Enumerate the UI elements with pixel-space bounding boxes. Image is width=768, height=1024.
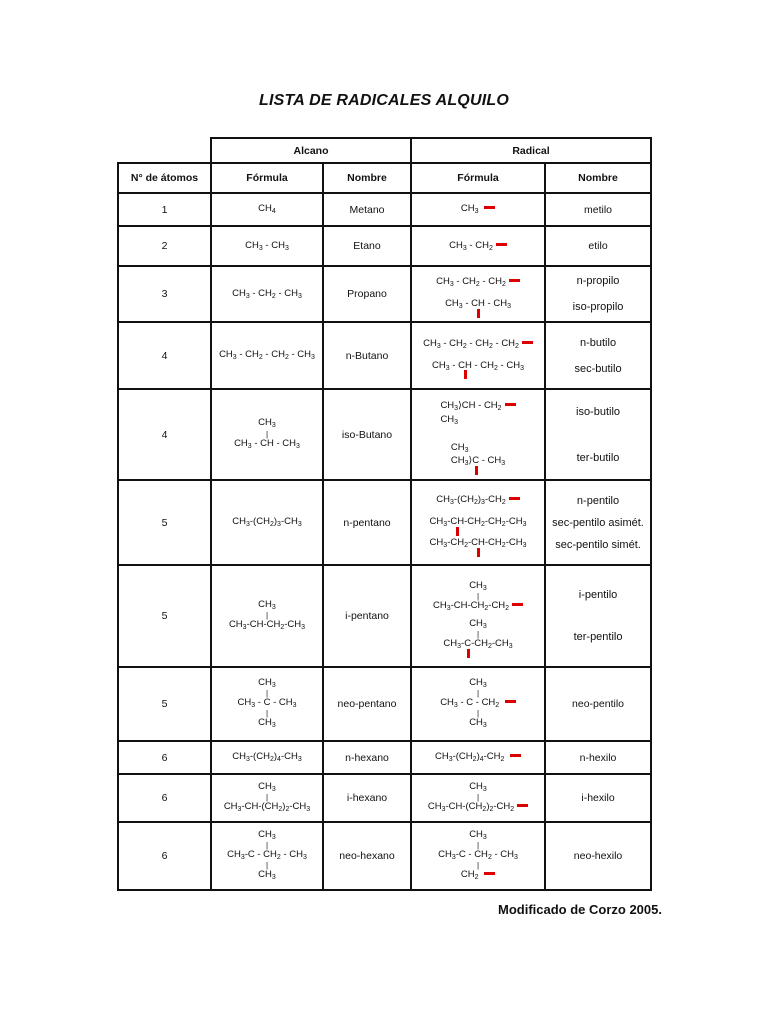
alkane-formula: $CH_3 - CH_2 - CH_3$ xyxy=(211,266,323,322)
alkane-name: n-Butano xyxy=(323,322,411,389)
atoms-cell: 5 xyxy=(118,480,211,565)
radical-names: n-pentilo sec-pentilo asimét. sec-pentilo simét. xyxy=(545,480,651,565)
alkane-name: n-pentano xyxy=(323,480,411,565)
atoms-cell: 6 xyxy=(118,741,211,774)
bond-marker xyxy=(505,700,516,703)
bond-marker xyxy=(522,341,533,344)
atoms-cell: 5 xyxy=(118,667,211,741)
bond-marker xyxy=(496,243,507,246)
bond-marker xyxy=(456,527,459,536)
radical-name: n-hexilo xyxy=(545,741,651,774)
bond-marker xyxy=(477,309,480,318)
radical-formula: $CH_3$ | $CH_3-CH-(CH_2)_2-CH_2$ xyxy=(411,774,545,822)
table-row xyxy=(118,226,651,266)
alkane-name: i-pentano xyxy=(323,565,411,667)
atoms-cell: 6 xyxy=(118,774,211,822)
alkane-formula: $CH_3-(CH_2)_4-CH_3$ xyxy=(211,741,323,774)
radical-formula: $CH_3$ xyxy=(411,193,545,226)
alkane-name: iso-Butano xyxy=(323,389,411,480)
bond-marker xyxy=(477,548,480,557)
table-row xyxy=(118,774,651,822)
radical-names: iso-butilo ter-butilo xyxy=(545,389,651,480)
radical-names: n-butilo sec-butilo xyxy=(545,322,651,389)
radical-formula: $CH_3$ | $CH_3$ - C - $CH_2$ | $CH_3$ xyxy=(411,667,545,741)
page-title: LISTA DE RADICALES ALQUILO xyxy=(259,92,509,109)
radical-formula: $CH_3⟩CH - CH_2$ $CH_3$ $CH_3$ $CH_3⟩C$ - $CH_3$ xyxy=(411,389,545,480)
table-row xyxy=(118,565,651,667)
bond-marker xyxy=(484,872,495,875)
header-formula: Fórmula xyxy=(211,163,323,193)
radical-formula: $CH_3 - CH_2 - CH_2$ $CH_3$ - CH - $CH_3$ xyxy=(411,266,545,322)
bond-marker xyxy=(509,497,520,500)
atoms-cell: 3 xyxy=(118,266,211,322)
alkane-name: n-hexano xyxy=(323,741,411,774)
alkane-name: neo-pentano xyxy=(323,667,411,741)
radical-name: neo-pentilo xyxy=(545,667,651,741)
radical-name: etilo xyxy=(545,226,651,266)
alkane-formula: $CH_3$ | $CH_3-CH-(CH_2)_2-CH_3$ xyxy=(211,774,323,822)
radical-formula: $CH_3$ | $CH_3-C - CH_2 - CH_3$ | $CH_2$ xyxy=(411,822,545,890)
radical-formula: $CH_3 - CH_2$ xyxy=(411,226,545,266)
bond-marker xyxy=(464,370,467,379)
atoms-cell: 6 xyxy=(118,822,211,890)
radical-formula: $CH_3-(CH_2)_3-CH_2$ $CH_3-CH$ $-CH_2-CH_2-CH_3$ $CH_3-CH_2-CH$ $-CH_2-CH_3$ xyxy=(411,480,545,565)
bond-marker xyxy=(505,403,516,406)
radical-formula: $CH_3$ | $CH_3-CH-CH_2-CH_2$ $CH_3$ | $CH_3-C$ $-CH_2-CH_3$ xyxy=(411,565,545,667)
atoms-cell: 5 xyxy=(118,565,211,667)
radical-formula: $CH_3-(CH_2)_4-CH_2$ xyxy=(411,741,545,774)
atoms-cell: 4 xyxy=(118,389,211,480)
alkane-formula: $CH_3-(CH_2)_3-CH_3$ xyxy=(211,480,323,565)
table-row xyxy=(118,667,651,741)
source-citation: Modificado de Corzo 2005. xyxy=(498,902,662,917)
alkane-name: neo-hexano xyxy=(323,822,411,890)
alkane-formula: $CH_3 - CH_3$ xyxy=(211,226,323,266)
table-row xyxy=(118,741,651,774)
radical-names: n-propilo iso-propilo xyxy=(545,266,651,322)
alkane-name: Etano xyxy=(323,226,411,266)
bond-marker xyxy=(484,206,495,209)
radical-name: neo-hexilo xyxy=(545,822,651,890)
alkane-formula: $CH_3$ | $CH_3$ - C - $CH_3$ | $CH_3$ xyxy=(211,667,323,741)
alkane-formula: $CH_3$ | $CH_3-CH-CH_2-CH_3$ xyxy=(211,565,323,667)
bond-marker xyxy=(510,754,521,757)
radicals-table xyxy=(117,137,652,891)
alkane-formula: $CH_3 - CH_2 - CH_2 - CH_3$ xyxy=(211,322,323,389)
header-radical: Radical xyxy=(411,138,651,163)
alkane-name: Propano xyxy=(323,266,411,322)
table-row xyxy=(118,389,651,480)
alkane-name: i-hexano xyxy=(323,774,411,822)
table-row xyxy=(118,193,651,226)
header-nombre-alcano: Nombre xyxy=(323,163,411,193)
bond-marker xyxy=(467,649,470,658)
header-formula-radical: Fórmula xyxy=(411,163,545,193)
atoms-cell: 1 xyxy=(118,193,211,226)
radical-formula: $CH_3 - CH_2 - CH_2 - CH_2$ $CH_3$ - CH - $CH_2 - CH_3$ xyxy=(411,322,545,389)
bond-marker xyxy=(475,466,478,475)
bond-marker xyxy=(509,279,520,282)
radical-names: i-pentilo ter-pentilo xyxy=(545,565,651,667)
alkane-formula: $CH_3$ | $CH_3$ - CH - $CH_3$ xyxy=(211,389,323,480)
bond-marker xyxy=(512,603,523,606)
table-row xyxy=(118,480,651,565)
atoms-cell: 2 xyxy=(118,226,211,266)
bond-marker xyxy=(517,804,528,807)
table-row xyxy=(118,322,651,389)
alkane-name: Metano xyxy=(323,193,411,226)
radical-name: i-hexilo xyxy=(545,774,651,822)
header-nombre-radical: Nombre xyxy=(545,163,651,193)
table-row xyxy=(118,822,651,890)
alkane-formula: $CH_4$ xyxy=(211,193,323,226)
atoms-cell: 4 xyxy=(118,322,211,389)
table-row xyxy=(118,266,651,322)
radical-name: metilo xyxy=(545,193,651,226)
header-atoms: N° de átomos xyxy=(118,163,211,193)
header-alcano: Alcano xyxy=(211,138,411,163)
alkane-formula: $CH_3$ | $CH_3-C - CH_2 - CH_3$ | $CH_3$ xyxy=(211,822,323,890)
